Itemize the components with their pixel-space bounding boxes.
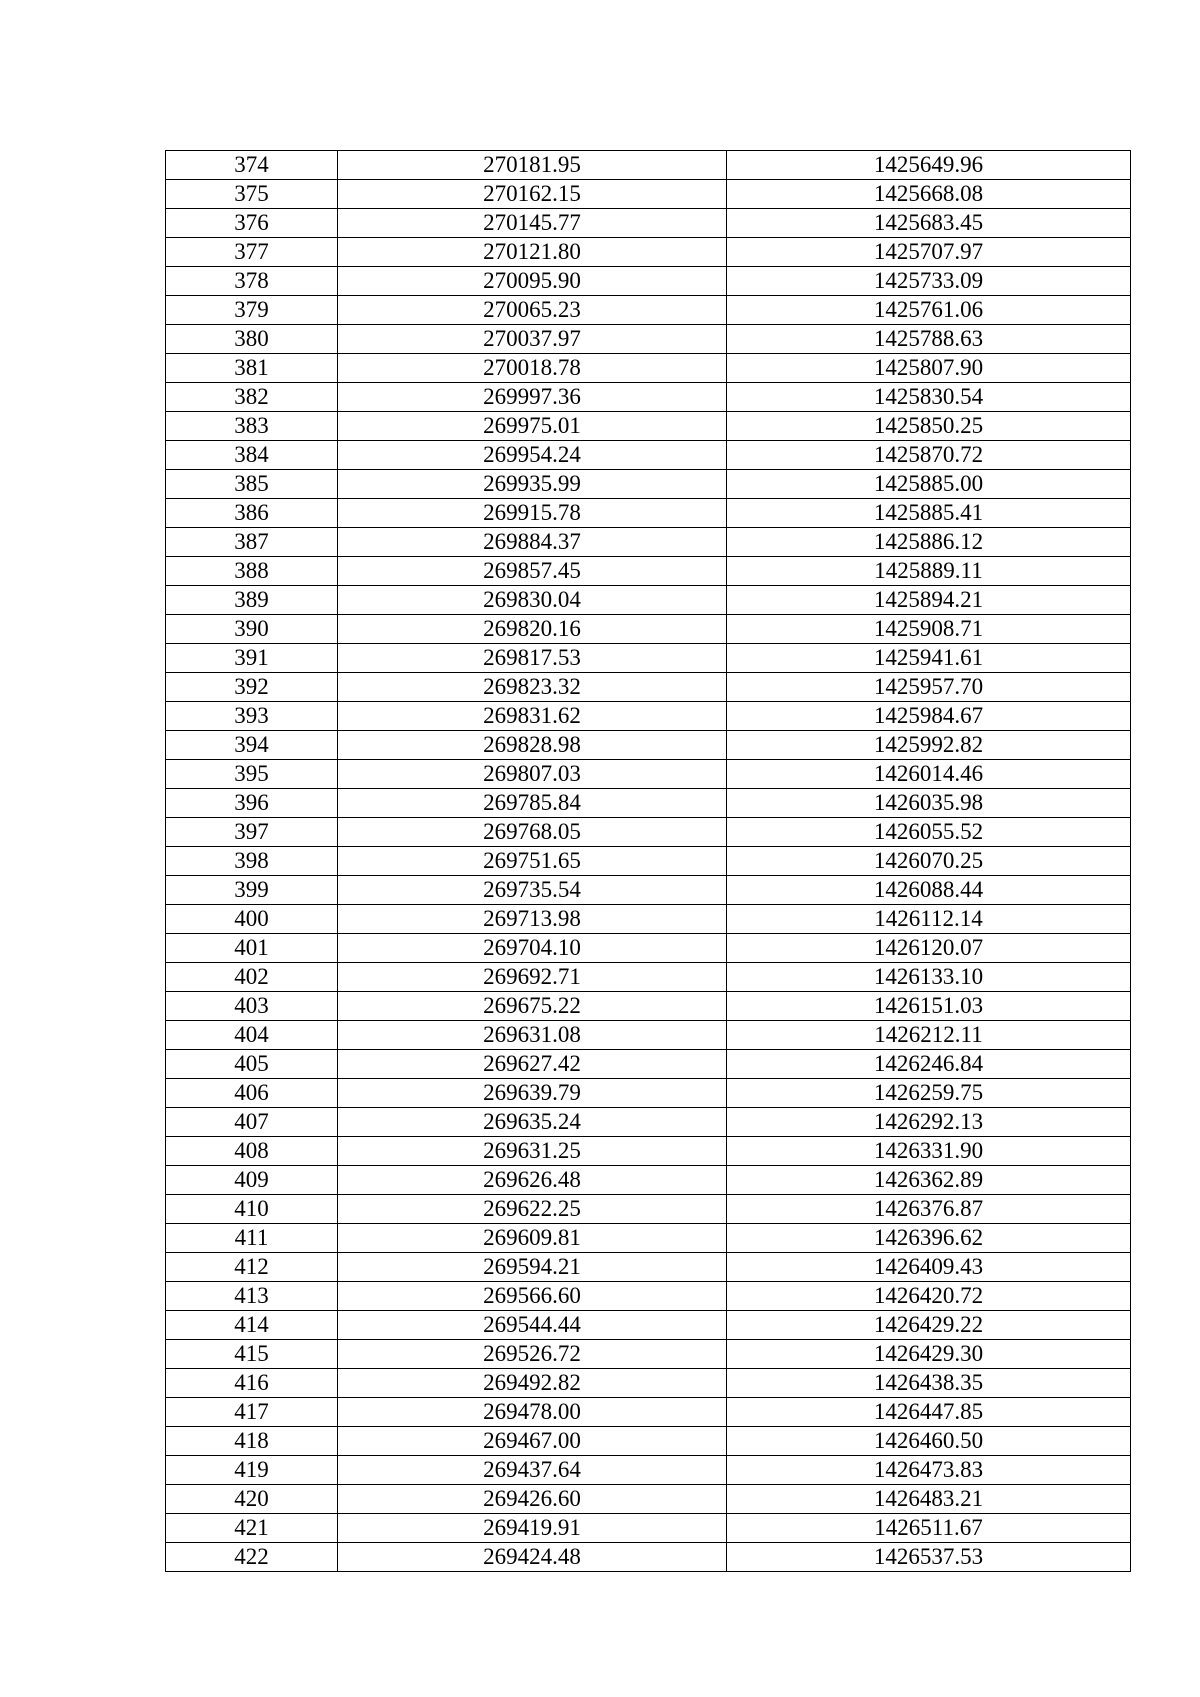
x-coordinate-cell: 269975.01 xyxy=(338,412,727,441)
point-number-cell: 387 xyxy=(166,528,338,557)
table-row xyxy=(166,1195,1131,1224)
point-number-cell: 388 xyxy=(166,557,338,586)
x-coordinate-cell: 269419.91 xyxy=(338,1514,727,1543)
table-row xyxy=(166,296,1131,325)
point-number-cell: 419 xyxy=(166,1456,338,1485)
table-row xyxy=(166,615,1131,644)
y-coordinate-cell: 1426151.03 xyxy=(727,992,1131,1021)
x-coordinate-cell: 270095.90 xyxy=(338,267,727,296)
point-number-cell: 404 xyxy=(166,1021,338,1050)
table-row xyxy=(166,731,1131,760)
y-coordinate-cell: 1425885.00 xyxy=(727,470,1131,499)
x-coordinate-cell: 269566.60 xyxy=(338,1282,727,1311)
y-coordinate-cell: 1425992.82 xyxy=(727,731,1131,760)
y-coordinate-cell: 1426246.84 xyxy=(727,1050,1131,1079)
point-number-cell: 401 xyxy=(166,934,338,963)
y-coordinate-cell: 1426483.21 xyxy=(727,1485,1131,1514)
point-number-cell: 421 xyxy=(166,1514,338,1543)
y-coordinate-cell: 1425707.97 xyxy=(727,238,1131,267)
x-coordinate-cell: 269426.60 xyxy=(338,1485,727,1514)
point-number-cell: 395 xyxy=(166,760,338,789)
point-number-cell: 413 xyxy=(166,1282,338,1311)
table-row xyxy=(166,354,1131,383)
point-number-cell: 402 xyxy=(166,963,338,992)
x-coordinate-cell: 269544.44 xyxy=(338,1311,727,1340)
y-coordinate-cell: 1426420.72 xyxy=(727,1282,1131,1311)
table-row xyxy=(166,789,1131,818)
table-row xyxy=(166,325,1131,354)
point-number-cell: 416 xyxy=(166,1369,338,1398)
x-coordinate-cell: 269639.79 xyxy=(338,1079,727,1108)
table-row xyxy=(166,499,1131,528)
y-coordinate-cell: 1425889.11 xyxy=(727,557,1131,586)
table-row xyxy=(166,1021,1131,1050)
y-coordinate-cell: 1425668.08 xyxy=(727,180,1131,209)
y-coordinate-cell: 1426429.22 xyxy=(727,1311,1131,1340)
y-coordinate-cell: 1426438.35 xyxy=(727,1369,1131,1398)
x-coordinate-cell: 269713.98 xyxy=(338,905,727,934)
table-row xyxy=(166,557,1131,586)
y-coordinate-cell: 1425870.72 xyxy=(727,441,1131,470)
table-row xyxy=(166,760,1131,789)
table-row xyxy=(166,934,1131,963)
point-number-cell: 377 xyxy=(166,238,338,267)
table-row xyxy=(166,1543,1131,1572)
x-coordinate-cell: 270121.80 xyxy=(338,238,727,267)
table-row xyxy=(166,1166,1131,1195)
y-coordinate-cell: 1425984.67 xyxy=(727,702,1131,731)
point-number-cell: 414 xyxy=(166,1311,338,1340)
x-coordinate-cell: 269526.72 xyxy=(338,1340,727,1369)
table-row xyxy=(166,151,1131,180)
table-row xyxy=(166,1456,1131,1485)
x-coordinate-cell: 269830.04 xyxy=(338,586,727,615)
x-coordinate-cell: 269935.99 xyxy=(338,470,727,499)
table-row xyxy=(166,1050,1131,1079)
x-coordinate-cell: 269817.53 xyxy=(338,644,727,673)
y-coordinate-cell: 1426460.50 xyxy=(727,1427,1131,1456)
x-coordinate-cell: 269609.81 xyxy=(338,1224,727,1253)
y-coordinate-cell: 1426409.43 xyxy=(727,1253,1131,1282)
table-row xyxy=(166,1108,1131,1137)
y-coordinate-cell: 1425886.12 xyxy=(727,528,1131,557)
x-coordinate-cell: 269915.78 xyxy=(338,499,727,528)
x-coordinate-cell: 269807.03 xyxy=(338,760,727,789)
table-row xyxy=(166,1398,1131,1427)
point-number-cell: 391 xyxy=(166,644,338,673)
y-coordinate-cell: 1426511.67 xyxy=(727,1514,1131,1543)
y-coordinate-cell: 1426396.62 xyxy=(727,1224,1131,1253)
point-number-cell: 398 xyxy=(166,847,338,876)
table-row xyxy=(166,209,1131,238)
table-row xyxy=(166,1340,1131,1369)
x-coordinate-cell: 269704.10 xyxy=(338,934,727,963)
y-coordinate-cell: 1426292.13 xyxy=(727,1108,1131,1137)
x-coordinate-cell: 269820.16 xyxy=(338,615,727,644)
point-number-cell: 393 xyxy=(166,702,338,731)
y-coordinate-cell: 1425894.21 xyxy=(727,586,1131,615)
y-coordinate-cell: 1426070.25 xyxy=(727,847,1131,876)
y-coordinate-cell: 1425788.63 xyxy=(727,325,1131,354)
x-coordinate-cell: 269828.98 xyxy=(338,731,727,760)
table-row xyxy=(166,441,1131,470)
x-coordinate-cell: 269467.00 xyxy=(338,1427,727,1456)
y-coordinate-cell: 1425908.71 xyxy=(727,615,1131,644)
y-coordinate-cell: 1425830.54 xyxy=(727,383,1131,412)
x-coordinate-cell: 269631.08 xyxy=(338,1021,727,1050)
point-number-cell: 390 xyxy=(166,615,338,644)
y-coordinate-cell: 1426376.87 xyxy=(727,1195,1131,1224)
point-number-cell: 386 xyxy=(166,499,338,528)
coordinates-table-body xyxy=(166,151,1131,1572)
point-number-cell: 409 xyxy=(166,1166,338,1195)
table-row xyxy=(166,702,1131,731)
x-coordinate-cell: 269831.62 xyxy=(338,702,727,731)
point-number-cell: 405 xyxy=(166,1050,338,1079)
x-coordinate-cell: 269735.54 xyxy=(338,876,727,905)
x-coordinate-cell: 269626.48 xyxy=(338,1166,727,1195)
point-number-cell: 378 xyxy=(166,267,338,296)
point-number-cell: 418 xyxy=(166,1427,338,1456)
table-row xyxy=(166,1137,1131,1166)
point-number-cell: 381 xyxy=(166,354,338,383)
point-number-cell: 403 xyxy=(166,992,338,1021)
table-row xyxy=(166,267,1131,296)
coordinates-table xyxy=(165,150,1131,1572)
point-number-cell: 400 xyxy=(166,905,338,934)
y-coordinate-cell: 1426473.83 xyxy=(727,1456,1131,1485)
table-row xyxy=(166,847,1131,876)
x-coordinate-cell: 269627.42 xyxy=(338,1050,727,1079)
y-coordinate-cell: 1425649.96 xyxy=(727,151,1131,180)
y-coordinate-cell: 1426120.07 xyxy=(727,934,1131,963)
point-number-cell: 411 xyxy=(166,1224,338,1253)
point-number-cell: 415 xyxy=(166,1340,338,1369)
table-row xyxy=(166,992,1131,1021)
point-number-cell: 375 xyxy=(166,180,338,209)
table-row xyxy=(166,1253,1131,1282)
y-coordinate-cell: 1425807.90 xyxy=(727,354,1131,383)
y-coordinate-cell: 1426112.14 xyxy=(727,905,1131,934)
table-row xyxy=(166,1514,1131,1543)
table-row xyxy=(166,1485,1131,1514)
table-row xyxy=(166,528,1131,557)
table-row xyxy=(166,412,1131,441)
y-coordinate-cell: 1426429.30 xyxy=(727,1340,1131,1369)
y-coordinate-cell: 1425850.25 xyxy=(727,412,1131,441)
y-coordinate-cell: 1425885.41 xyxy=(727,499,1131,528)
point-number-cell: 380 xyxy=(166,325,338,354)
x-coordinate-cell: 269954.24 xyxy=(338,441,727,470)
x-coordinate-cell: 269823.32 xyxy=(338,673,727,702)
point-number-cell: 374 xyxy=(166,151,338,180)
point-number-cell: 397 xyxy=(166,818,338,847)
table-row xyxy=(166,1427,1131,1456)
point-number-cell: 410 xyxy=(166,1195,338,1224)
y-coordinate-cell: 1425733.09 xyxy=(727,267,1131,296)
point-number-cell: 422 xyxy=(166,1543,338,1572)
table-row xyxy=(166,1224,1131,1253)
table-row xyxy=(166,383,1131,412)
table-row xyxy=(166,1079,1131,1108)
table-row xyxy=(166,644,1131,673)
x-coordinate-cell: 270145.77 xyxy=(338,209,727,238)
x-coordinate-cell: 269424.48 xyxy=(338,1543,727,1572)
table-row xyxy=(166,470,1131,499)
y-coordinate-cell: 1426088.44 xyxy=(727,876,1131,905)
y-coordinate-cell: 1426259.75 xyxy=(727,1079,1131,1108)
y-coordinate-cell: 1426537.53 xyxy=(727,1543,1131,1572)
x-coordinate-cell: 269478.00 xyxy=(338,1398,727,1427)
table-row xyxy=(166,905,1131,934)
x-coordinate-cell: 269997.36 xyxy=(338,383,727,412)
table-row xyxy=(166,1282,1131,1311)
point-number-cell: 385 xyxy=(166,470,338,499)
x-coordinate-cell: 270162.15 xyxy=(338,180,727,209)
point-number-cell: 420 xyxy=(166,1485,338,1514)
point-number-cell: 389 xyxy=(166,586,338,615)
point-number-cell: 412 xyxy=(166,1253,338,1282)
point-number-cell: 384 xyxy=(166,441,338,470)
point-number-cell: 407 xyxy=(166,1108,338,1137)
x-coordinate-cell: 270018.78 xyxy=(338,354,727,383)
y-coordinate-cell: 1425957.70 xyxy=(727,673,1131,702)
x-coordinate-cell: 269785.84 xyxy=(338,789,727,818)
y-coordinate-cell: 1426362.89 xyxy=(727,1166,1131,1195)
table-row xyxy=(166,876,1131,905)
x-coordinate-cell: 269622.25 xyxy=(338,1195,727,1224)
point-number-cell: 399 xyxy=(166,876,338,905)
point-number-cell: 383 xyxy=(166,412,338,441)
y-coordinate-cell: 1426447.85 xyxy=(727,1398,1131,1427)
x-coordinate-cell: 270065.23 xyxy=(338,296,727,325)
point-number-cell: 406 xyxy=(166,1079,338,1108)
x-coordinate-cell: 269437.64 xyxy=(338,1456,727,1485)
point-number-cell: 392 xyxy=(166,673,338,702)
y-coordinate-cell: 1426212.11 xyxy=(727,1021,1131,1050)
y-coordinate-cell: 1425941.61 xyxy=(727,644,1131,673)
x-coordinate-cell: 269631.25 xyxy=(338,1137,727,1166)
x-coordinate-cell: 269675.22 xyxy=(338,992,727,1021)
table-row xyxy=(166,238,1131,267)
table-row xyxy=(166,586,1131,615)
point-number-cell: 382 xyxy=(166,383,338,412)
table-row xyxy=(166,963,1131,992)
x-coordinate-cell: 269635.24 xyxy=(338,1108,727,1137)
y-coordinate-cell: 1425683.45 xyxy=(727,209,1131,238)
x-coordinate-cell: 269857.45 xyxy=(338,557,727,586)
point-number-cell: 417 xyxy=(166,1398,338,1427)
point-number-cell: 376 xyxy=(166,209,338,238)
y-coordinate-cell: 1426055.52 xyxy=(727,818,1131,847)
table-row xyxy=(166,818,1131,847)
table-row xyxy=(166,1311,1131,1340)
table-row xyxy=(166,180,1131,209)
table-row xyxy=(166,1369,1131,1398)
point-number-cell: 408 xyxy=(166,1137,338,1166)
y-coordinate-cell: 1426014.46 xyxy=(727,760,1131,789)
x-coordinate-cell: 269594.21 xyxy=(338,1253,727,1282)
x-coordinate-cell: 269768.05 xyxy=(338,818,727,847)
y-coordinate-cell: 1426331.90 xyxy=(727,1137,1131,1166)
x-coordinate-cell: 270037.97 xyxy=(338,325,727,354)
y-coordinate-cell: 1426035.98 xyxy=(727,789,1131,818)
y-coordinate-cell: 1425761.06 xyxy=(727,296,1131,325)
x-coordinate-cell: 269884.37 xyxy=(338,528,727,557)
x-coordinate-cell: 269692.71 xyxy=(338,963,727,992)
table-row xyxy=(166,673,1131,702)
y-coordinate-cell: 1426133.10 xyxy=(727,963,1131,992)
point-number-cell: 396 xyxy=(166,789,338,818)
x-coordinate-cell: 269492.82 xyxy=(338,1369,727,1398)
point-number-cell: 394 xyxy=(166,731,338,760)
x-coordinate-cell: 269751.65 xyxy=(338,847,727,876)
x-coordinate-cell: 270181.95 xyxy=(338,151,727,180)
point-number-cell: 379 xyxy=(166,296,338,325)
